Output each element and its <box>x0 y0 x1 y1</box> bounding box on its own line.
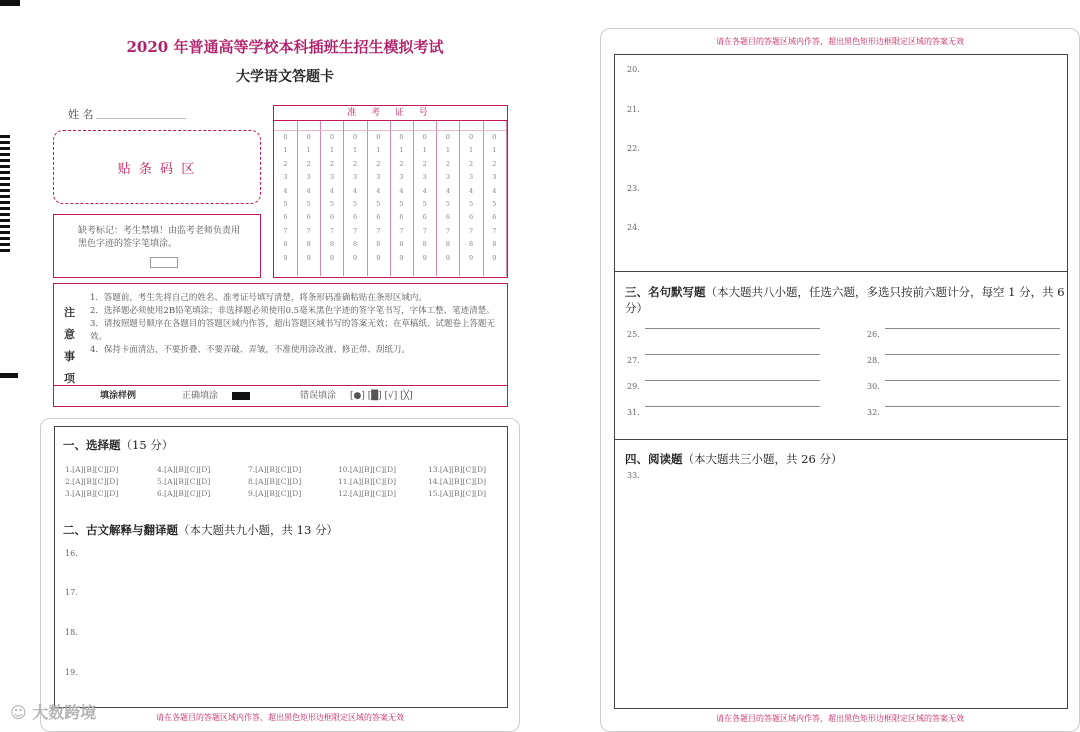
answer-line-27[interactable] <box>645 354 820 355</box>
section2-score: （本大题共九小题，共 13 分） <box>178 523 338 537</box>
answer-line-31[interactable] <box>645 406 820 407</box>
answer-line-28[interactable] <box>885 354 1060 355</box>
exam-digit-bubble[interactable]: 3 <box>376 173 381 182</box>
choice-question[interactable]: 4.[A][B][C][D] <box>157 465 211 474</box>
exam-digit-bubble[interactable]: 4 <box>492 186 497 195</box>
question-30: 30. <box>867 382 880 391</box>
choice-question[interactable]: 15.[A][B][C][D] <box>428 489 487 498</box>
exam-digit-bubble[interactable]: 4 <box>353 186 358 195</box>
exam-digit-bubble[interactable]: 9 <box>399 253 404 262</box>
exam-digit-bubble[interactable]: 4 <box>422 186 427 195</box>
timing-mark <box>0 0 20 6</box>
watermark-logo-icon: ☺ <box>10 703 33 722</box>
exam-digit-bubble[interactable]: 4 <box>399 186 404 195</box>
exam-digit-bubble[interactable]: 2 <box>376 159 381 168</box>
exam-digit-bubble[interactable]: 7 <box>283 226 288 235</box>
exam-digit-bubble[interactable]: 7 <box>376 226 381 235</box>
exam-digit-bubble[interactable]: 6 <box>283 213 288 222</box>
exam-digit-bubble[interactable]: 8 <box>399 240 404 249</box>
exam-digit-bubble[interactable]: 1 <box>329 146 334 155</box>
exam-digit-bubble[interactable]: 0 <box>283 133 288 141</box>
exam-digit-write-box[interactable] <box>274 121 297 131</box>
header-note-right: 请在各题目的答题区域内作答，超出黑色矩形边框限定区域的答案无效 <box>716 37 964 46</box>
exam-digit-bubble[interactable]: 8 <box>376 240 381 249</box>
exam-digit-bubble[interactable]: 1 <box>469 146 474 155</box>
exam-digit-bubble[interactable]: 7 <box>329 226 334 235</box>
exam-digit-bubble[interactable]: 0 <box>492 133 497 141</box>
answer-box-right[interactable] <box>614 54 1068 709</box>
answer-line-32[interactable] <box>885 406 1060 407</box>
section1-title: 一、选择题 <box>63 438 121 452</box>
section1-score: （15 分） <box>120 438 174 452</box>
exam-digit-bubble[interactable]: 4 <box>283 186 288 195</box>
section1-heading <box>63 437 173 453</box>
fill-sample-row <box>54 385 507 406</box>
section3-score: （本大题共八小题，任选六题，多选只按前六题计分，每空 1 分，共 6 分） <box>625 285 1065 315</box>
barcode-label: 贴 条 码 区 <box>117 161 197 177</box>
exam-digit-write-box[interactable] <box>436 121 459 131</box>
exam-digit-bubble[interactable]: 6 <box>492 213 497 222</box>
exam-digit-bubble[interactable]: 5 <box>399 199 404 208</box>
exam-digit-bubble[interactable]: 1 <box>422 146 427 155</box>
choice-question[interactable]: 11.[A][B][C][D] <box>338 477 397 486</box>
exam-digit-bubble[interactable]: 3 <box>399 173 404 182</box>
exam-digit-bubble[interactable]: 1 <box>492 146 497 155</box>
exam-number-column <box>367 121 391 276</box>
exam-digit-bubble[interactable]: 3 <box>306 173 311 182</box>
exam-digit-bubble[interactable]: 6 <box>445 213 450 222</box>
exam-digit-write-box[interactable] <box>413 121 436 131</box>
watermark <box>10 700 96 723</box>
exam-digit-bubble[interactable]: 7 <box>399 226 404 235</box>
exam-digit-bubble[interactable]: 7 <box>353 226 358 235</box>
choice-question[interactable]: 1.[A][B][C][D] <box>65 465 119 474</box>
exam-digit-bubble[interactable]: 0 <box>329 133 334 141</box>
exam-digit-bubble[interactable]: 1 <box>306 146 311 155</box>
exam-digit-bubble[interactable]: 5 <box>353 199 358 208</box>
exam-digit-bubble[interactable]: 0 <box>353 133 358 141</box>
answer-area-right <box>600 28 1080 732</box>
exam-digit-bubble[interactable]: 3 <box>422 173 427 182</box>
fill-sample-label: 填涂样例 <box>100 391 137 401</box>
exam-digit-bubble[interactable]: 2 <box>445 159 450 168</box>
choice-question[interactable]: 12.[A][B][C][D] <box>338 489 397 498</box>
exam-digit-write-box[interactable] <box>320 121 343 131</box>
question-21: 21. <box>627 105 640 114</box>
exam-digit-write-box[interactable] <box>460 121 483 131</box>
card-subtitle: 大学语文答题卡 <box>236 69 334 85</box>
exam-digit-bubble[interactable]: 8 <box>422 240 427 249</box>
section3-heading <box>625 284 1065 316</box>
exam-digit-bubble[interactable]: 0 <box>376 133 381 141</box>
exam-digit-bubble[interactable]: 8 <box>492 240 497 249</box>
absent-mark-panel <box>53 214 261 278</box>
wrong-fill-label: 错误填涂 <box>300 391 337 401</box>
question-16: 16. <box>65 549 78 558</box>
exam-digit-bubble[interactable]: 9 <box>492 253 497 262</box>
exam-number-label: 准 考 证 号 <box>274 106 507 121</box>
exam-digit-bubble[interactable]: 5 <box>469 199 474 208</box>
correct-fill-sample <box>232 392 250 400</box>
choice-question[interactable]: 10.[A][B][C][D] <box>338 465 397 474</box>
exam-digit-bubble[interactable]: 4 <box>329 186 334 195</box>
exam-digit-bubble[interactable]: 2 <box>492 159 497 168</box>
watermark-text: 大数跨境 <box>32 703 97 722</box>
note-item: 3．请按照题号顺序在各题目的答题区域内作答，超出答题区域书写的答案无效；在草稿纸、试题卷上答题无效。 <box>90 319 495 342</box>
exam-digit-bubble[interactable]: 6 <box>306 213 311 222</box>
exam-digit-bubble[interactable]: 9 <box>329 253 334 262</box>
exam-digit-bubble[interactable]: 2 <box>329 159 334 168</box>
exam-digit-bubble[interactable]: 3 <box>445 173 450 182</box>
answer-box-left[interactable] <box>54 426 508 708</box>
exam-number-column <box>413 121 437 276</box>
exam-digit-bubble[interactable]: 7 <box>306 226 311 235</box>
exam-digit-bubble[interactable]: 5 <box>492 199 497 208</box>
answer-line-25[interactable] <box>645 328 820 329</box>
exam-digit-bubble[interactable]: 6 <box>469 213 474 222</box>
card-title: 2020 年普通高等学校本科插班生招生模拟考试 <box>126 38 444 56</box>
timing-mark-strip <box>0 135 10 255</box>
exam-digit-bubble[interactable]: 9 <box>422 253 427 262</box>
exam-digit-bubble[interactable]: 1 <box>399 146 404 155</box>
note-item: 4．保持卡面清洁，不要折叠、不要弄破、弄皱，不准使用涂改液、修正带、刮纸刀。 <box>90 345 410 355</box>
exam-digit-bubble[interactable]: 5 <box>422 199 427 208</box>
exam-digit-bubble[interactable]: 6 <box>422 213 427 222</box>
question-32: 32. <box>867 408 880 417</box>
exam-digit-bubble[interactable]: 2 <box>283 159 288 168</box>
section4-title: 四、阅读题 <box>625 452 683 466</box>
choice-question[interactable]: 3.[A][B][C][D] <box>65 489 119 498</box>
answer-line-30[interactable] <box>885 380 1060 381</box>
exam-digit-bubble[interactable]: 5 <box>445 199 450 208</box>
question-24: 24. <box>627 223 640 232</box>
exam-digit-bubble[interactable]: 0 <box>445 133 450 141</box>
exam-digit-bubble[interactable]: 4 <box>306 186 311 195</box>
question-23: 23. <box>627 184 640 193</box>
exam-digit-bubble[interactable]: 2 <box>422 159 427 168</box>
timing-mark <box>0 373 18 378</box>
exam-digit-bubble[interactable]: 6 <box>399 213 404 222</box>
exam-number-column <box>460 121 484 276</box>
question-27: 27. <box>627 356 640 365</box>
exam-digit-bubble[interactable]: 4 <box>376 186 381 195</box>
exam-digit-bubble[interactable]: 3 <box>469 173 474 182</box>
note-item: 1．答题前，考生先将自己的姓名、准考证号填写清楚，将条形码准确粘贴在条形区域内。 <box>90 293 427 303</box>
exam-digit-bubble[interactable]: 1 <box>376 146 381 155</box>
question-31: 31. <box>627 408 640 417</box>
section2-title: 二、古文解释与翻译题 <box>63 523 178 537</box>
exam-digit-bubble[interactable]: 0 <box>306 133 311 141</box>
choice-question[interactable]: 6.[A][B][C][D] <box>157 489 211 498</box>
choice-question[interactable]: 7.[A][B][C][D] <box>248 465 302 474</box>
question-17: 17. <box>65 588 78 597</box>
exam-digit-bubble[interactable]: 9 <box>376 253 381 262</box>
exam-digit-bubble[interactable]: 2 <box>353 159 358 168</box>
exam-digit-bubble[interactable]: 2 <box>306 159 311 168</box>
exam-digit-bubble[interactable]: 0 <box>469 133 474 141</box>
exam-digit-bubble[interactable]: 4 <box>469 186 474 195</box>
exam-digit-bubble[interactable]: 3 <box>492 173 497 182</box>
exam-digit-bubble[interactable]: 1 <box>353 146 358 155</box>
choice-question[interactable]: 2.[A][B][C][D] <box>65 477 119 486</box>
exam-digit-bubble[interactable]: 2 <box>399 159 404 168</box>
answer-line-26[interactable] <box>885 328 1060 329</box>
section3-title: 三、名句默写题 <box>625 285 706 299</box>
exam-digit-bubble[interactable]: 3 <box>329 173 334 182</box>
question-29: 29. <box>627 382 640 391</box>
notes-list <box>90 292 500 357</box>
exam-digit-bubble[interactable]: 1 <box>445 146 450 155</box>
question-18: 18. <box>65 628 78 637</box>
exam-digit-bubble[interactable]: 6 <box>376 213 381 222</box>
exam-digit-bubble[interactable]: 5 <box>376 199 381 208</box>
name-label: 姓 名 <box>68 108 94 121</box>
exam-digit-bubble[interactable]: 7 <box>492 226 497 235</box>
correct-fill-label: 正确填涂 <box>182 391 219 401</box>
absent-note: 缺考标记：考生禁填！由监考老师负责用黑色字迹的签字笔填涂。 <box>78 226 241 249</box>
question-19: 19. <box>65 668 78 677</box>
exam-digit-write-box[interactable] <box>367 121 390 131</box>
wrong-fill-samples: [●] [█] [√] [╳] <box>350 391 413 401</box>
choice-question[interactable]: 13.[A][B][C][D] <box>428 465 487 474</box>
exam-digit-bubble[interactable]: 9 <box>469 253 474 262</box>
exam-digit-bubble[interactable]: 7 <box>445 226 450 235</box>
exam-digit-bubble[interactable]: 4 <box>445 186 450 195</box>
exam-number-grid <box>273 105 508 278</box>
exam-digit-bubble[interactable]: 5 <box>306 199 311 208</box>
section4-heading <box>625 451 842 467</box>
exam-number-column <box>483 121 507 276</box>
absent-checkbox[interactable] <box>150 257 178 268</box>
exam-number-column <box>274 121 298 276</box>
exam-digit-bubble[interactable]: 5 <box>283 199 288 208</box>
notes-label: 注意事项 <box>64 306 75 385</box>
exam-digit-write-box[interactable] <box>297 121 320 131</box>
footer-note-left: 请在各题目的答题区域内作答，超出黑色矩形边框限定区域的答案无效 <box>156 713 404 722</box>
exam-digit-bubble[interactable]: 7 <box>469 226 474 235</box>
name-field[interactable] <box>96 118 186 119</box>
exam-digit-bubble[interactable]: 9 <box>283 253 288 262</box>
exam-digit-bubble[interactable]: 0 <box>399 133 404 141</box>
exam-digit-write-box[interactable] <box>344 121 367 131</box>
barcode-area <box>53 130 261 204</box>
exam-digit-bubble[interactable]: 9 <box>306 253 311 262</box>
choice-question[interactable]: 14.[A][B][C][D] <box>428 477 487 486</box>
exam-digit-bubble[interactable]: 6 <box>329 213 334 222</box>
exam-digit-bubble[interactable]: 9 <box>445 253 450 262</box>
exam-number-column <box>344 121 368 276</box>
exam-digit-write-box[interactable] <box>483 121 506 131</box>
question-28: 28. <box>867 356 880 365</box>
exam-digit-bubble[interactable]: 5 <box>329 199 334 208</box>
exam-digit-bubble[interactable]: 0 <box>422 133 427 141</box>
exam-number-column <box>390 121 414 276</box>
exam-digit-bubble[interactable]: 9 <box>353 253 358 262</box>
choice-question[interactable]: 8.[A][B][C][D] <box>248 477 302 486</box>
exam-digit-bubble[interactable]: 8 <box>329 240 334 249</box>
exam-digit-bubble[interactable]: 8 <box>353 240 358 249</box>
exam-digit-bubble[interactable]: 2 <box>469 159 474 168</box>
notes-panel <box>53 283 508 407</box>
exam-digit-bubble[interactable]: 3 <box>283 173 288 182</box>
choice-question[interactable]: 5.[A][B][C][D] <box>157 477 211 486</box>
exam-digit-bubble[interactable]: 7 <box>422 226 427 235</box>
question-26: 26. <box>867 330 880 339</box>
section2-heading <box>63 522 338 538</box>
section4-score: （本大题共三小题，共 26 分） <box>682 452 843 466</box>
exam-digit-bubble[interactable]: 1 <box>283 146 288 155</box>
exam-digit-bubble[interactable]: 8 <box>283 240 288 249</box>
note-item: 2．选择题必须使用2B铅笔填涂；非选择题必须使用0.5毫米黑色字迹的签字笔书写，字体工整、笔迹清楚。 <box>90 306 495 316</box>
question-33: 33. <box>627 471 640 480</box>
exam-digit-bubble[interactable]: 8 <box>306 240 311 249</box>
exam-digit-bubble[interactable]: 8 <box>445 240 450 249</box>
exam-digit-bubble[interactable]: 6 <box>353 213 358 222</box>
answer-line-29[interactable] <box>645 380 820 381</box>
question-22: 22. <box>627 144 640 153</box>
choice-question[interactable]: 9.[A][B][C][D] <box>248 489 302 498</box>
exam-number-column <box>297 121 321 276</box>
exam-digit-write-box[interactable] <box>390 121 413 131</box>
exam-number-column <box>320 121 344 276</box>
exam-digit-bubble[interactable]: 8 <box>469 240 474 249</box>
section-divider <box>615 271 1067 272</box>
question-20: 20. <box>627 65 640 74</box>
question-25: 25. <box>627 330 640 339</box>
section-divider <box>615 439 1067 440</box>
footer-note-right: 请在各题目的答题区域内作答，超出黑色矩形边框限定区域的答案无效 <box>716 714 964 723</box>
exam-number-column <box>436 121 460 276</box>
exam-digit-bubble[interactable]: 3 <box>353 173 358 182</box>
answer-area-left <box>40 418 520 732</box>
